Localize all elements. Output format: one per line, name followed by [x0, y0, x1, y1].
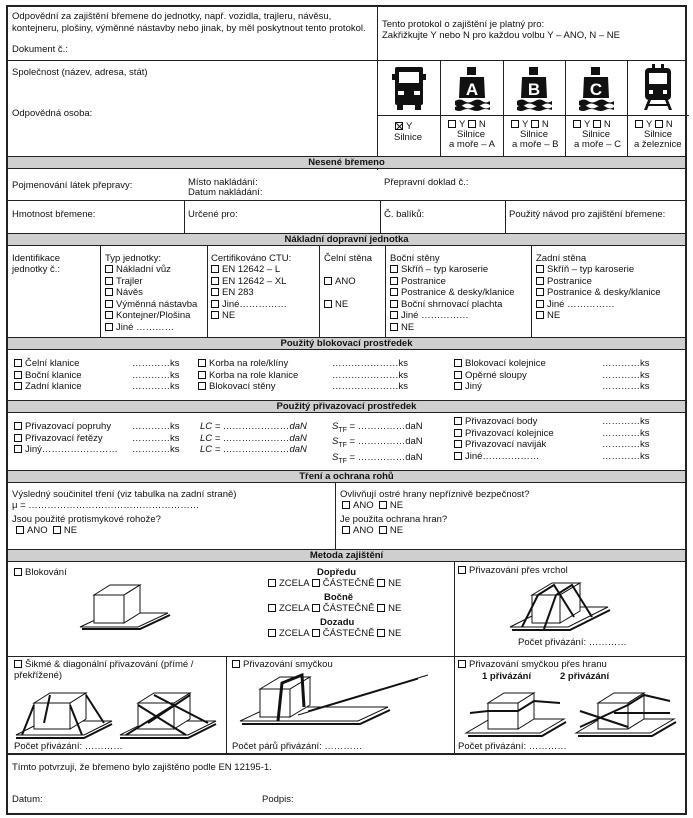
checkbox[interactable]	[198, 359, 206, 367]
checkbox[interactable]	[454, 359, 462, 367]
checkbox[interactable]	[377, 629, 385, 637]
edge-protection-options[interactable]: ANO NE	[342, 525, 403, 536]
lashing-ks1[interactable]: …………ks …………ks …………ks	[132, 421, 180, 455]
yes-label: Y	[406, 121, 413, 132]
lashing-col1	[14, 421, 118, 456]
checkbox[interactable]	[454, 440, 462, 448]
checkbox[interactable]	[105, 288, 113, 296]
yes-label: Y	[459, 119, 466, 130]
no-label: N	[541, 119, 549, 130]
blocking-option[interactable]: Korba na role klanice	[198, 370, 298, 382]
checkbox[interactable]	[105, 300, 113, 308]
checkbox[interactable]	[324, 277, 332, 285]
mode-road-yes[interactable]	[395, 121, 412, 132]
unit-type-list	[105, 264, 197, 333]
loop-edge-diagram-icon	[464, 683, 678, 741]
unit-type-option[interactable]: Nákladní vůz	[105, 264, 197, 276]
checkbox[interactable]	[211, 288, 219, 296]
checkbox[interactable]	[377, 579, 385, 587]
edge-protection-question: Je použita ochrana hran?	[340, 514, 448, 525]
train-icon	[642, 64, 674, 111]
checkbox[interactable]	[390, 300, 398, 308]
rear-wall-option[interactable]: Postranice & desky/klanice	[536, 287, 661, 299]
ctu-option[interactable]: EN 12642 – XL	[211, 276, 287, 288]
unit-type-option[interactable]: Návěs	[105, 287, 197, 299]
lashing-lc[interactable]: LC = …………………daN LC = …………………daN LC = …………………daN	[200, 421, 307, 455]
mode-label: Silnice	[644, 129, 672, 140]
top-lashing-count[interactable]: Počet přivázání: …………	[518, 637, 627, 648]
loading-date-label[interactable]: Datum nakládání:	[188, 187, 263, 198]
section-method: Metoda zajištění	[8, 549, 685, 562]
direction-side-options[interactable]: ZCELA ČÁSTEČNĚ NE	[268, 603, 401, 614]
cargo-name-label[interactable]: Pojmenování látek přepravy:	[12, 180, 133, 191]
checkbox[interactable]	[53, 526, 61, 534]
mode-road-label: Silnice	[394, 132, 422, 143]
checkbox[interactable]	[268, 579, 276, 587]
blocking-option[interactable]: Jiný	[454, 381, 546, 393]
ship-letter: A	[465, 80, 479, 99]
lashing-option[interactable]: Přivazovací body	[454, 416, 554, 428]
checkbox[interactable]	[105, 311, 113, 319]
blocking-option[interactable]: Zadní klanice	[14, 381, 82, 393]
front-wall-title: Čelní stěna	[324, 253, 373, 264]
checkbox[interactable]	[14, 445, 22, 453]
blocking-ks3[interactable]: …………ks …………ks …………ks	[602, 358, 650, 392]
checkbox[interactable]	[14, 568, 22, 576]
lashing-ks3[interactable]: …………ks …………ks …………ks …………ks	[602, 416, 650, 462]
mode-label: a moře – B	[512, 139, 559, 150]
section-cargo: Nesené břemeno	[8, 156, 685, 169]
side-wall-option[interactable]: Skříň – typ karoserie	[390, 264, 515, 276]
checkbox[interactable]	[379, 501, 387, 509]
rear-wall-list	[536, 264, 661, 322]
blocking-ks2[interactable]: …………………ks …………………ks …………………ks	[332, 358, 408, 392]
ship-letter: C	[589, 80, 603, 99]
checkbox[interactable]	[536, 277, 544, 285]
top-lashing-diagram-icon	[508, 577, 618, 637]
checkbox[interactable]	[458, 660, 466, 668]
checkbox[interactable]	[14, 359, 22, 367]
yes-checkbox[interactable]	[573, 120, 581, 128]
checkbox[interactable]	[458, 566, 466, 574]
blocking-option[interactable]: Boční klanice	[14, 370, 82, 382]
side-wall-option[interactable]: Boční shrnovací plachta	[390, 299, 515, 311]
checkbox[interactable]	[454, 382, 462, 390]
rear-wall-option[interactable]: Skříň – typ karoserie	[536, 264, 661, 276]
diagonal-lashing-diagram-icon	[14, 683, 222, 743]
checkbox[interactable]	[454, 371, 462, 379]
two-lashing-label: 2 přivázání	[560, 671, 610, 682]
intro-text: Odpovědní za zajištění břemene do jednotky, např. vozidla, trajleru, návěsu, kontejneru, plošiny, výměnné nástavby nebo jinak, by měl poskytnout tento protokol.	[12, 11, 366, 34]
side-wall-option[interactable]: Postranice & desky/klanice	[390, 287, 515, 299]
method-top-lashing[interactable]: Přivazování přes vrchol	[458, 565, 568, 576]
no-checkbox[interactable]	[468, 120, 476, 128]
checkbox[interactable]	[14, 660, 22, 668]
blocking-option[interactable]: Korba na role/klíny	[198, 358, 298, 370]
no-label: N	[665, 119, 673, 130]
transport-doc-label[interactable]: Přepravní doklad č.:	[384, 177, 469, 188]
checkbox[interactable]	[105, 277, 113, 285]
yes-checkbox[interactable]	[448, 120, 456, 128]
checkbox[interactable]	[536, 311, 544, 319]
checkbox[interactable]	[324, 300, 332, 308]
checkbox[interactable]	[211, 277, 219, 285]
checkbox[interactable]	[16, 526, 24, 534]
blocking-option[interactable]: Blokovací kolejnice	[454, 358, 546, 370]
no-checkbox[interactable]	[655, 120, 663, 128]
no-label: N	[478, 119, 486, 130]
lashing-option[interactable]: Přivazovací naviják	[454, 439, 554, 451]
mode-label: a moře – C	[574, 139, 621, 150]
destination-label[interactable]: Určené pro:	[188, 209, 238, 220]
checkbox[interactable]	[312, 579, 320, 587]
checkbox[interactable]	[390, 265, 398, 273]
lashing-option[interactable]: Přivazovací řetězy	[14, 433, 118, 445]
confirmation-text: Tímto potvrzuji, že břemeno bylo zajištěno podle EN 12195-1.	[12, 762, 272, 773]
loop-lashing-diagram-icon	[238, 671, 438, 727]
rear-wall-option[interactable]: NE	[536, 310, 661, 322]
blocking-col1	[14, 358, 82, 393]
form-frame	[6, 5, 687, 815]
unit-id-label[interactable]: Identifikace jednotky č.:	[12, 253, 61, 275]
direction-back-options[interactable]: ZCELA ČÁSTEČNĚ NE	[268, 628, 401, 639]
lashing-option[interactable]: Jiný……………………	[14, 444, 118, 456]
unit-type-title: Typ jednotky:	[105, 253, 161, 264]
mode-label: Silnice	[520, 129, 548, 140]
sharp-edges-question: Ovlivňují ostré hrany nepříznivě bezpečnost?	[340, 489, 530, 500]
lashing-option[interactable]: Jiné………………	[454, 451, 554, 463]
lashing-stf[interactable]: $S_{TF}$ = ……………daN $S_{TF}$ = ……………daN $S_{TF}$ = ……………daN	[332, 421, 423, 465]
checkbox[interactable]	[454, 417, 462, 425]
lashing-option[interactable]: Přivazovací kolejnice	[454, 428, 554, 440]
checkbox[interactable]	[14, 371, 22, 379]
checkbox[interactable]	[536, 300, 544, 308]
checkbox[interactable]	[198, 382, 206, 390]
front-wall-yes[interactable]: ANO	[324, 276, 356, 287]
package-count-label[interactable]: Č. balíků:	[384, 209, 425, 220]
checkbox[interactable]	[211, 265, 219, 273]
truck-icon	[392, 65, 426, 111]
cargo-weight-label[interactable]: Hmotnost břemene:	[12, 209, 96, 220]
checkbox[interactable]	[268, 604, 276, 612]
mode-label: a moře – A	[449, 139, 495, 150]
yes-checkbox[interactable]	[635, 120, 643, 128]
section-unit: Nákladní dopravní jednotka	[8, 233, 685, 246]
diagonal-lashing-count[interactable]: Počet přivázání: …………	[14, 741, 123, 752]
unit-type-option[interactable]: Trajler	[105, 276, 197, 288]
method-loop-edge[interactable]: Přivazování smyčkou přes hranu	[458, 659, 607, 670]
checkbox[interactable]	[211, 311, 219, 319]
checkbox[interactable]	[536, 265, 544, 273]
loading-place-label[interactable]: Místo nakládání:	[188, 177, 258, 188]
ship-icon	[454, 65, 490, 111]
checkbox[interactable]	[377, 604, 385, 612]
yes-label: Y	[584, 119, 591, 130]
checkbox[interactable]	[379, 526, 387, 534]
checkbox[interactable]	[105, 323, 113, 331]
rear-wall-option[interactable]: Jiné ……………	[536, 299, 661, 311]
blocking-option[interactable]: Čelní klanice	[14, 358, 82, 370]
securing-guide-label[interactable]: Použitý návod pro zajištění břemene:	[509, 209, 666, 220]
side-wall-option[interactable]: Postranice	[390, 276, 515, 288]
side-wall-option[interactable]: Jiné ……………	[390, 310, 515, 322]
checkbox[interactable]	[312, 629, 320, 637]
checkbox[interactable]	[312, 604, 320, 612]
checkbox[interactable]	[14, 382, 22, 390]
section-friction: Tření a ochrana rohů	[8, 470, 685, 483]
blocking-option[interactable]: Opěrné sloupy	[454, 370, 546, 382]
friction-mu-input[interactable]: μ = ………………………………………………	[12, 500, 200, 511]
side-wall-title: Boční stěny	[390, 253, 440, 264]
company-label[interactable]: Společnost (název, adresa, stát)	[12, 67, 148, 78]
blocking-ks1[interactable]: …………ks …………ks …………ks	[132, 358, 180, 392]
yes-label: Y	[522, 119, 529, 130]
yes-label: Y	[646, 119, 653, 130]
document-number-label[interactable]: Dokument č.:	[12, 44, 68, 55]
checkbox[interactable]	[105, 265, 113, 273]
ship-letter: B	[527, 80, 541, 99]
no-checkbox[interactable]	[593, 120, 601, 128]
blocking-col3	[454, 358, 546, 393]
responsible-person-label[interactable]: Odpovědná osoba:	[12, 108, 93, 119]
checkbox[interactable]	[390, 311, 398, 319]
checkbox[interactable]	[390, 277, 398, 285]
blocking-option[interactable]: Blokovací stěny	[198, 381, 298, 393]
side-wall-list	[390, 264, 515, 333]
method-blocking[interactable]: Blokování	[14, 567, 67, 578]
loop-edge-count[interactable]: Počet přivázání: …………	[458, 741, 567, 752]
ctu-option[interactable]: EN 283	[211, 287, 287, 299]
checkbox[interactable]	[198, 371, 206, 379]
direction-front-options[interactable]: ZCELA ČÁSTEČNĚ NE	[268, 578, 401, 589]
direction-front: Dopředu	[317, 567, 357, 578]
direction-side: Bočně	[324, 592, 354, 603]
mode-label: a železnice	[634, 139, 682, 150]
checkbox[interactable]	[268, 629, 276, 637]
method-diagonal[interactable]: Šikmé & diagonální přivazování (přímé / překřížené)	[14, 659, 194, 681]
blocking-diagram-icon	[78, 575, 178, 637]
no-checkbox[interactable]	[531, 120, 539, 128]
front-wall-no[interactable]: NE	[324, 299, 348, 310]
checkbox[interactable]	[342, 501, 350, 509]
section-lashing: Použitý přivazovací prostředek	[8, 400, 685, 413]
section-blocking: Použitý blokovací prostředek	[8, 337, 685, 350]
yes-checkbox[interactable]	[511, 120, 519, 128]
checkbox[interactable]	[390, 323, 398, 331]
ctu-option[interactable]: EN 12642 – L	[211, 264, 287, 276]
ship-icon	[516, 65, 552, 111]
sharp-edges-options[interactable]: ANO NE	[342, 500, 403, 511]
ctu-title: Certifikováno CTU:	[211, 253, 292, 264]
rear-wall-title: Zadní stěna	[536, 253, 587, 264]
checkbox[interactable]	[536, 288, 544, 296]
no-label: N	[603, 119, 611, 130]
unit-type-option[interactable]: Výměnná nástavba	[105, 299, 197, 311]
ctu-option[interactable]: Jiné……………	[211, 299, 287, 311]
loop-lashing-count[interactable]: Počet párů přivázání: …………	[232, 741, 363, 752]
ctu-option[interactable]: NE	[211, 310, 287, 322]
checkbox[interactable]	[390, 288, 398, 296]
signature-label[interactable]: Podpis:	[262, 794, 294, 805]
anti-slip-question: Jsou použité protismykové rohože?	[12, 514, 161, 525]
lashing-option[interactable]: Přivazovací popruhy	[14, 421, 118, 433]
unit-type-option[interactable]: Jiné …………	[105, 322, 197, 334]
rear-wall-option[interactable]: Postranice	[536, 276, 661, 288]
direction-back: Dozadu	[320, 617, 355, 628]
validity-instruction: Zakřižkujte Y nebo N pro každou volbu Y – ANO, N – NE	[382, 30, 620, 41]
lashing-col3	[454, 416, 554, 462]
checkbox-checked[interactable]	[395, 122, 403, 130]
side-wall-option[interactable]: NE	[390, 322, 515, 334]
method-loop[interactable]: Přivazování smyčkou	[232, 659, 333, 670]
checkbox[interactable]	[454, 452, 462, 460]
checkbox[interactable]	[454, 429, 462, 437]
mode-label: Silnice	[582, 129, 610, 140]
unit-type-option[interactable]: Kontejner/Plošina	[105, 310, 197, 322]
checkbox[interactable]	[14, 434, 22, 442]
checkbox[interactable]	[342, 526, 350, 534]
ship-icon	[578, 65, 614, 111]
mode-label: Silnice	[457, 129, 485, 140]
friction-question: Výsledný součinitel tření (viz tabulka na zadní straně)	[12, 489, 237, 500]
checkbox[interactable]	[14, 422, 22, 430]
date-label[interactable]: Datum:	[12, 794, 43, 805]
anti-slip-options[interactable]: ANO NE	[16, 525, 77, 536]
checkbox[interactable]	[211, 300, 219, 308]
ctu-list	[211, 264, 287, 322]
blocking-col2	[198, 358, 298, 393]
one-lashing-label: 1 přivázání	[482, 671, 532, 682]
checkbox[interactable]	[232, 660, 240, 668]
validity-text: Tento protokol o zajištění je platný pro:	[382, 19, 545, 30]
